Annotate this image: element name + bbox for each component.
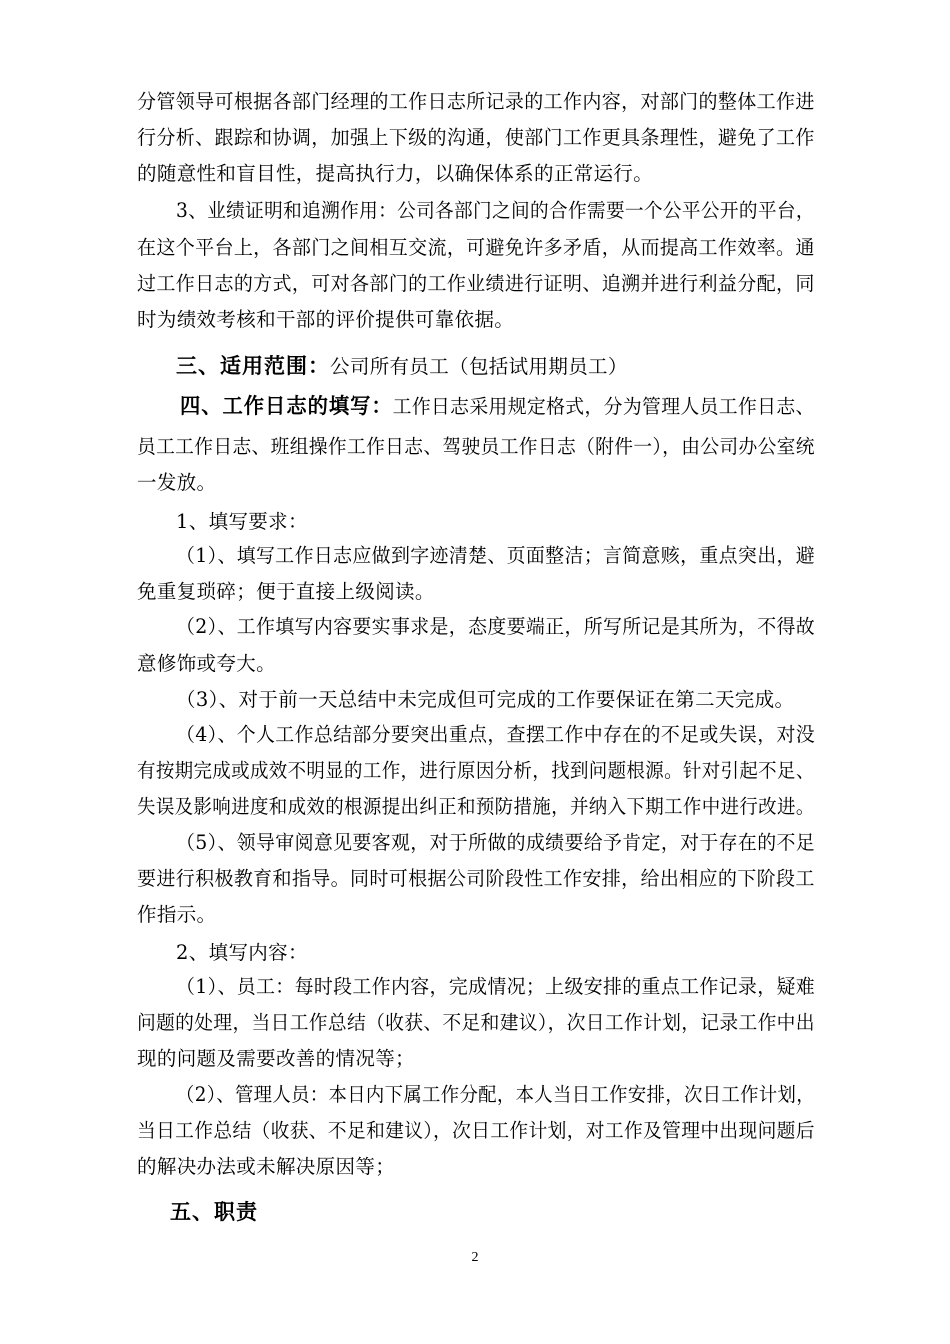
paragraph-line: （4）、个人工作总结部分要突出重点，查摆工作中存在的不足或失误，对没 xyxy=(176,723,816,746)
paragraph-line: 问题的处理，当日工作总结（收获、不足和建议），次日工作计划，记录工作中出 xyxy=(137,1011,815,1034)
paragraph-line: 在这个平台上，各部门之间相互交流，可避免许多矛盾，从而提高工作效率。通 xyxy=(137,236,815,259)
paragraph-line: （2）、管理人员：本日内下属工作分配，本人当日工作安排，次日工作计划， xyxy=(176,1083,815,1106)
paragraph-line: 过工作日志的方式，可对各部门的工作业绩进行证明、追溯并进行利益分配，同 xyxy=(137,272,815,295)
paragraph-line: 员工工作日志、班组操作工作日志、驾驶员工作日志（附件一），由公司办公室统 xyxy=(137,435,815,458)
paragraph-line: 有按期完成或成效不明显的工作，进行原因分析，找到问题根源。针对引起不足、 xyxy=(137,759,815,782)
paragraph-line: 的解决办法或未解决原因等； xyxy=(137,1155,396,1178)
paragraph-line: 行分析、跟踪和协调，加强上下级的沟通，使部门工作更具条理性，避免了工作 xyxy=(137,126,815,149)
paragraph-line: （3）、对于前一天总结中未完成但可完成的工作要保证在第二天完成。 xyxy=(176,688,795,711)
page-number: 2 xyxy=(471,1250,479,1265)
section-heading-scope xyxy=(176,352,628,382)
paragraph-line: 3、业绩证明和追溯作用：公司各部门之间的合作需要一个公平公开的平台， xyxy=(176,199,815,222)
paragraph-line: （1）、员工：每时段工作内容，完成情况；上级安排的重点工作记录，疑难 xyxy=(176,975,816,998)
paragraph-line: 作指示。 xyxy=(137,903,217,926)
section-title: 三、适用范围： xyxy=(176,354,330,378)
paragraph-line: 分管领导可根据各部门经理的工作日志所记录的工作内容，对部门的整体工作进 xyxy=(137,90,815,113)
paragraph-line: 意修饰或夸大。 xyxy=(137,652,276,675)
paragraph-line: （2）、工作填写内容要实事求是，态度要端正，所写所记是其所为，不得故 xyxy=(176,615,816,638)
paragraph-line: （5）、领导审阅意见要客观，对于所做的成绩要给予肯定，对于存在的不足 xyxy=(176,831,816,854)
paragraph-line: （1）、填写工作日志应做到字迹清楚、页面整洁；言简意赅，重点突出，避 xyxy=(176,544,816,567)
paragraph-line: 一发放。 xyxy=(137,471,217,494)
section-body: 公司所有员工（包括试用期员工） xyxy=(330,355,628,378)
paragraph-line: 免重复琐碎；便于直接上级阅读。 xyxy=(137,580,435,603)
section-heading-duties xyxy=(170,1198,258,1228)
paragraph-line: 失误及影响进度和成效的根源提出纠正和预防措施，并纳入下期工作中进行改进。 xyxy=(137,795,815,818)
paragraph-line: 时为绩效考核和干部的评价提供可靠依据。 xyxy=(137,308,515,331)
section-heading-filling xyxy=(180,392,815,422)
paragraph-line: 2、填写内容： xyxy=(176,941,308,964)
paragraph-line: 要进行积极教育和指导。同时可根据公司阶段性工作安排，给出相应的下阶段工 xyxy=(137,867,815,890)
paragraph-line: 现的问题及需要改善的情况等； xyxy=(137,1047,415,1070)
section-body: 工作日志采用规定格式，分为管理人员工作日志、 xyxy=(392,395,815,418)
section-title: 五、职责 xyxy=(170,1200,258,1224)
section-title: 四、工作日志的填写： xyxy=(180,394,393,418)
paragraph-line: 的随意性和盲目性，提高执行力，以确保体系的正常运行。 xyxy=(137,162,654,185)
paragraph-line: 当日工作总结（收获、不足和建议），次日工作计划，对工作及管理中出现问题后 xyxy=(137,1119,815,1142)
paragraph-line: 1、填写要求： xyxy=(176,510,308,533)
